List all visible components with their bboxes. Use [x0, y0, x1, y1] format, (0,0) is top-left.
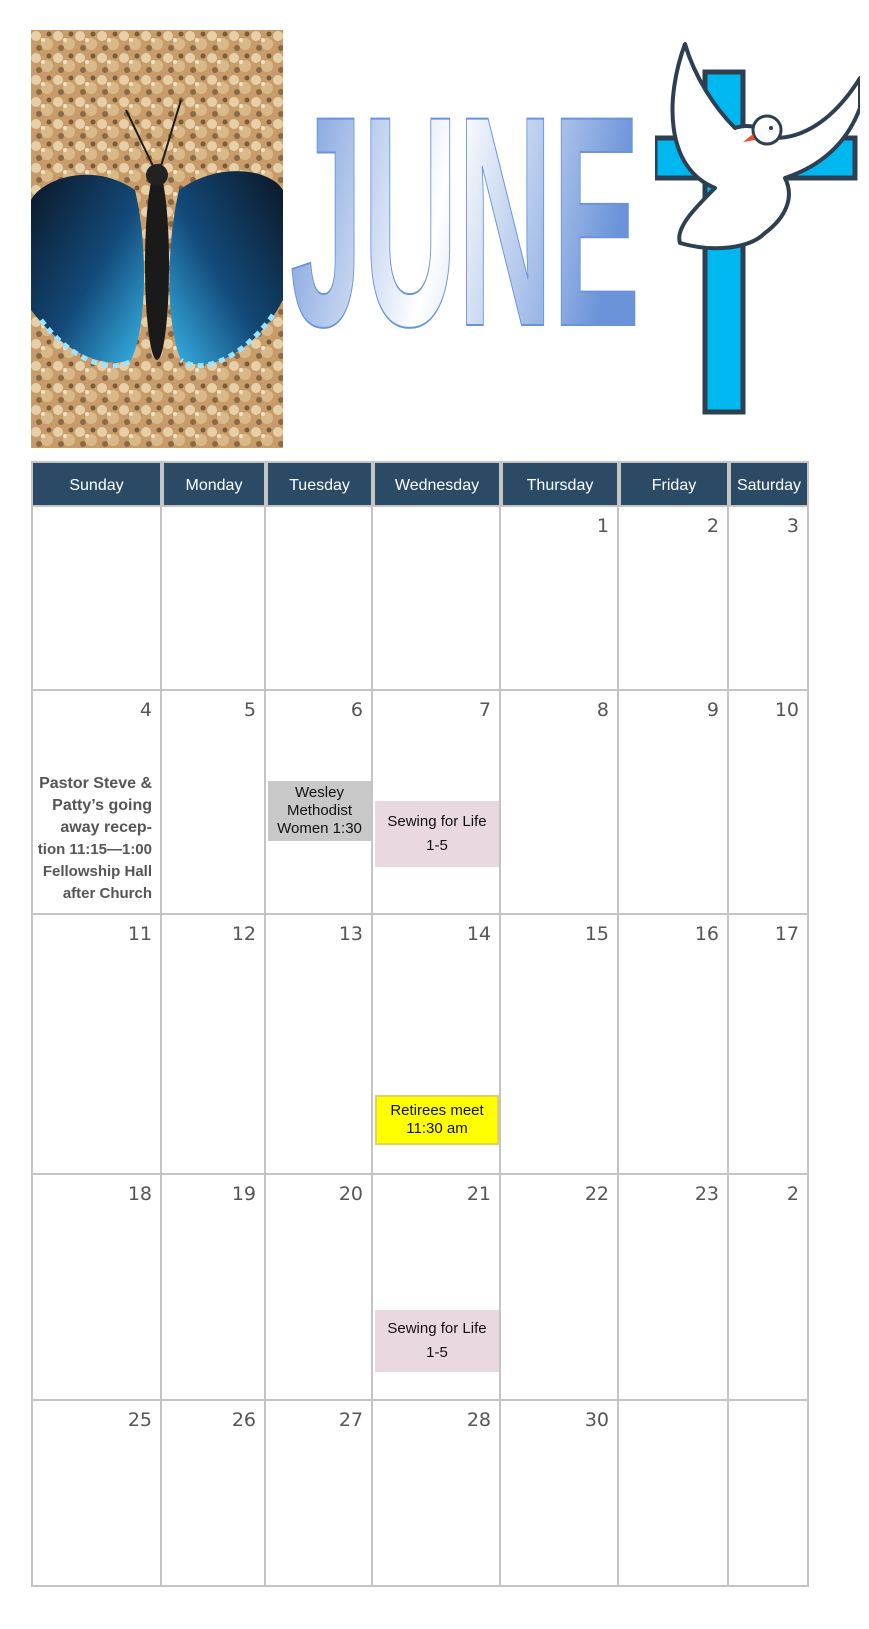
day-number: 25 — [127, 1409, 152, 1431]
day-cell[interactable] — [264, 505, 373, 691]
day-number: 4 — [139, 699, 152, 721]
day-cell[interactable] — [371, 1399, 501, 1587]
day-number: 17 — [774, 923, 799, 945]
day-cell[interactable] — [727, 1173, 809, 1401]
event-sewing-for-life[interactable]: Sewing for Life 1-5 — [375, 1310, 499, 1372]
weekday-friday: Friday — [619, 461, 729, 507]
day-number: 21 — [466, 1183, 491, 1205]
weekday-saturday: Saturday — [729, 461, 809, 507]
day-number: 11 — [127, 923, 152, 945]
day-number: 14 — [466, 923, 491, 945]
day-cell[interactable] — [160, 505, 266, 691]
day-cell[interactable] — [264, 1399, 373, 1587]
weekday-wednesday: Wednesday — [373, 461, 501, 507]
day-number: 22 — [584, 1183, 609, 1205]
day-number: 27 — [338, 1409, 363, 1431]
calendar-grid — [31, 461, 840, 1595]
day-cell[interactable] — [371, 689, 501, 915]
event-sewing-for-life[interactable]: Sewing for Life 1-5 — [375, 801, 499, 867]
day-cell[interactable] — [617, 1173, 729, 1401]
day-number: 18 — [127, 1183, 152, 1205]
day-cell[interactable] — [264, 913, 373, 1175]
day-cell[interactable] — [31, 505, 162, 691]
day-number: 2 — [706, 515, 719, 537]
event-retirees-meet[interactable]: Retirees meet 11:30 am — [375, 1095, 499, 1145]
day-cell[interactable] — [160, 1399, 266, 1587]
day-number: 23 — [694, 1183, 719, 1205]
day-cell[interactable] — [371, 1173, 501, 1401]
day-cell[interactable] — [727, 1399, 809, 1587]
weekday-monday: Monday — [162, 461, 266, 507]
day-number: 16 — [694, 923, 719, 945]
day-number: 7 — [478, 699, 491, 721]
day-cell[interactable] — [31, 689, 162, 915]
weekday-header-row — [31, 461, 840, 507]
day-cell[interactable] — [31, 913, 162, 1175]
day-cell[interactable] — [499, 689, 619, 915]
day-number: 10 — [774, 699, 799, 721]
day-cell[interactable] — [499, 913, 619, 1175]
day-cell[interactable] — [264, 1173, 373, 1401]
day-number: 20 — [338, 1183, 363, 1205]
weekday-thursday: Thursday — [501, 461, 619, 507]
day-cell[interactable] — [371, 913, 501, 1175]
month-title-art — [280, 25, 650, 395]
day-number: 12 — [231, 923, 256, 945]
month-title: JUNE — [290, 53, 640, 389]
day-cell[interactable] — [264, 689, 373, 915]
butterfly-photo — [31, 30, 283, 448]
day-cell[interactable] — [727, 913, 809, 1175]
weekday-sunday: Sunday — [31, 461, 162, 507]
day-cell[interactable] — [31, 1399, 162, 1587]
day-number: 28 — [466, 1409, 491, 1431]
day-number: 8 — [596, 699, 609, 721]
day-number: 9 — [706, 699, 719, 721]
day-number: 3 — [786, 515, 799, 537]
day-number: 13 — [338, 923, 363, 945]
day-number: 6 — [350, 699, 363, 721]
day-cell[interactable] — [617, 1399, 729, 1587]
day-cell[interactable] — [499, 1399, 619, 1587]
day-number: 19 — [231, 1183, 256, 1205]
day-cell[interactable] — [31, 1173, 162, 1401]
day-cell[interactable] — [499, 1173, 619, 1401]
weekday-tuesday: Tuesday — [266, 461, 373, 507]
day-cell[interactable] — [499, 505, 619, 691]
day-cell[interactable] — [727, 505, 809, 691]
dove-cross-icon — [655, 38, 860, 438]
day-cell[interactable] — [160, 689, 266, 915]
event-wesley-women[interactable]: Wesley Methodist Women 1:30 — [268, 781, 371, 841]
day-number: 15 — [584, 923, 609, 945]
day-cell[interactable] — [617, 689, 729, 915]
day-number: 1 — [596, 515, 609, 537]
day-cell[interactable] — [371, 505, 501, 691]
day-number: 30 — [584, 1409, 609, 1431]
day-cell[interactable] — [160, 913, 266, 1175]
day-number: 26 — [231, 1409, 256, 1431]
day-number: 2 — [786, 1183, 799, 1205]
day-cell[interactable] — [617, 913, 729, 1175]
day-cell[interactable] — [160, 1173, 266, 1401]
day-number: 5 — [243, 699, 256, 721]
day-cell[interactable] — [727, 689, 809, 915]
day-cell[interactable] — [617, 505, 729, 691]
event-reception: Pastor Steve & Patty’s going away recep- tion 11:15—1:00 Fellowship Hall after Church — [37, 775, 152, 902]
